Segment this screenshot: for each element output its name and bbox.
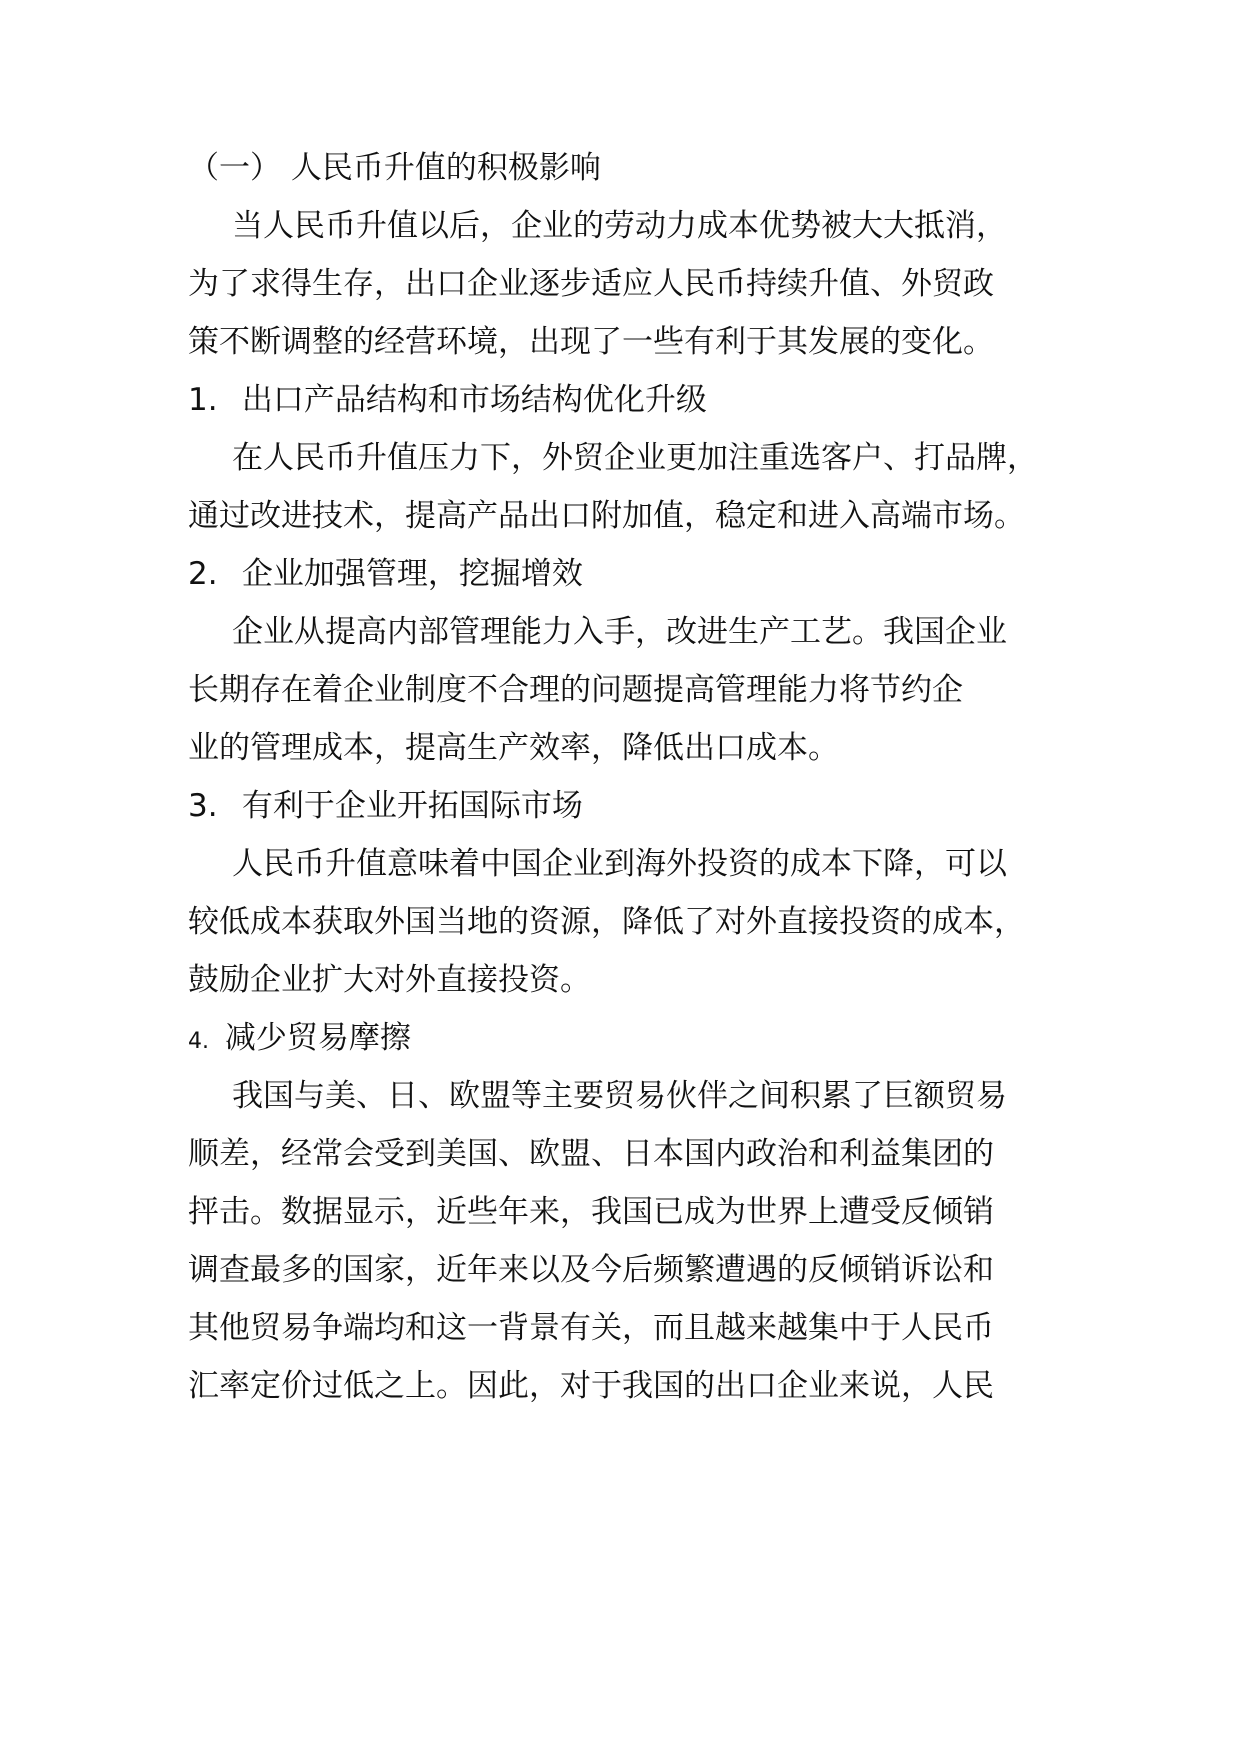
item4-line-4: 调查最多的国家，近年来以及今后频繁遭遇的反倾销诉讼和 bbox=[188, 1252, 994, 1288]
intro-line-2: 为了求得生存，出口企业逐步适应人民币持续升值、外贸政 bbox=[188, 266, 994, 302]
item4-line-5: 其他贸易争端均和这一背景有关，而且越来越集中于人民币 bbox=[188, 1310, 994, 1346]
item3-number: 3. bbox=[188, 788, 218, 824]
item4-line-1: 我国与美、日、欧盟等主要贸易伙伴之间积累了巨额贸易 bbox=[232, 1078, 1007, 1114]
item3-title: 有利于企业开拓国际市场 bbox=[241, 788, 583, 824]
intro-line-1: 当人民币升值以后，企业的劳动力成本优势被大大抵消， bbox=[232, 208, 1007, 244]
item2-line-1: 企业从提高内部管理能力入手，改进生产工艺。我国企业 bbox=[232, 614, 1007, 650]
item4-line-3: 抨击。数据显示，近些年来，我国已成为世界上遭受反倾销 bbox=[188, 1194, 994, 1230]
item3-line-3: 鼓励企业扩大对外直接投资。 bbox=[188, 962, 591, 998]
item1-line-1: 在人民币升值压力下，外贸企业更加注重选客户、打品牌， bbox=[232, 440, 1038, 476]
item4-line-2: 顺差，经常会受到美国、欧盟、日本国内政治和利益集团的 bbox=[188, 1136, 994, 1172]
item3-line-1: 人民币升值意味着中国企业到海外投资的成本下降，可以 bbox=[232, 846, 1007, 882]
section-heading: （一） 人民币升值的积极影响 bbox=[188, 150, 601, 186]
item1-number: 1. bbox=[188, 382, 218, 418]
intro-line-3: 策不断调整的经营环境，出现了一些有利于其发展的变化。 bbox=[188, 324, 994, 360]
item4-number: 4. bbox=[188, 1029, 209, 1054]
item3-line-2: 较低成本获取外国当地的资源，降低了对外直接投资的成本， bbox=[188, 904, 1025, 940]
item2-line-2: 长期存在着企业制度不合理的问题提高管理能力将节约企 bbox=[188, 672, 963, 708]
item2-title: 企业加强管理，挖掘增效 bbox=[241, 556, 583, 592]
item1-heading bbox=[188, 380, 1068, 420]
item3-heading bbox=[188, 786, 1068, 826]
item4-heading bbox=[188, 1018, 1068, 1062]
item2-line-3: 业的管理成本，提高生产效率，降低出口成本。 bbox=[188, 730, 839, 766]
item1-line-2: 通过改进技术，提高产品出口附加值，稳定和进入高端市场。 bbox=[188, 498, 1025, 534]
item2-number: 2. bbox=[188, 556, 218, 592]
item1-title: 出口产品结构和市场结构优化升级 bbox=[241, 382, 707, 418]
item2-heading bbox=[188, 554, 1068, 594]
item4-title: 减少贸易摩擦 bbox=[224, 1020, 411, 1056]
item4-line-6: 汇率定价过低之上。因此，对于我国的出口企业来说，人民 bbox=[188, 1368, 994, 1404]
